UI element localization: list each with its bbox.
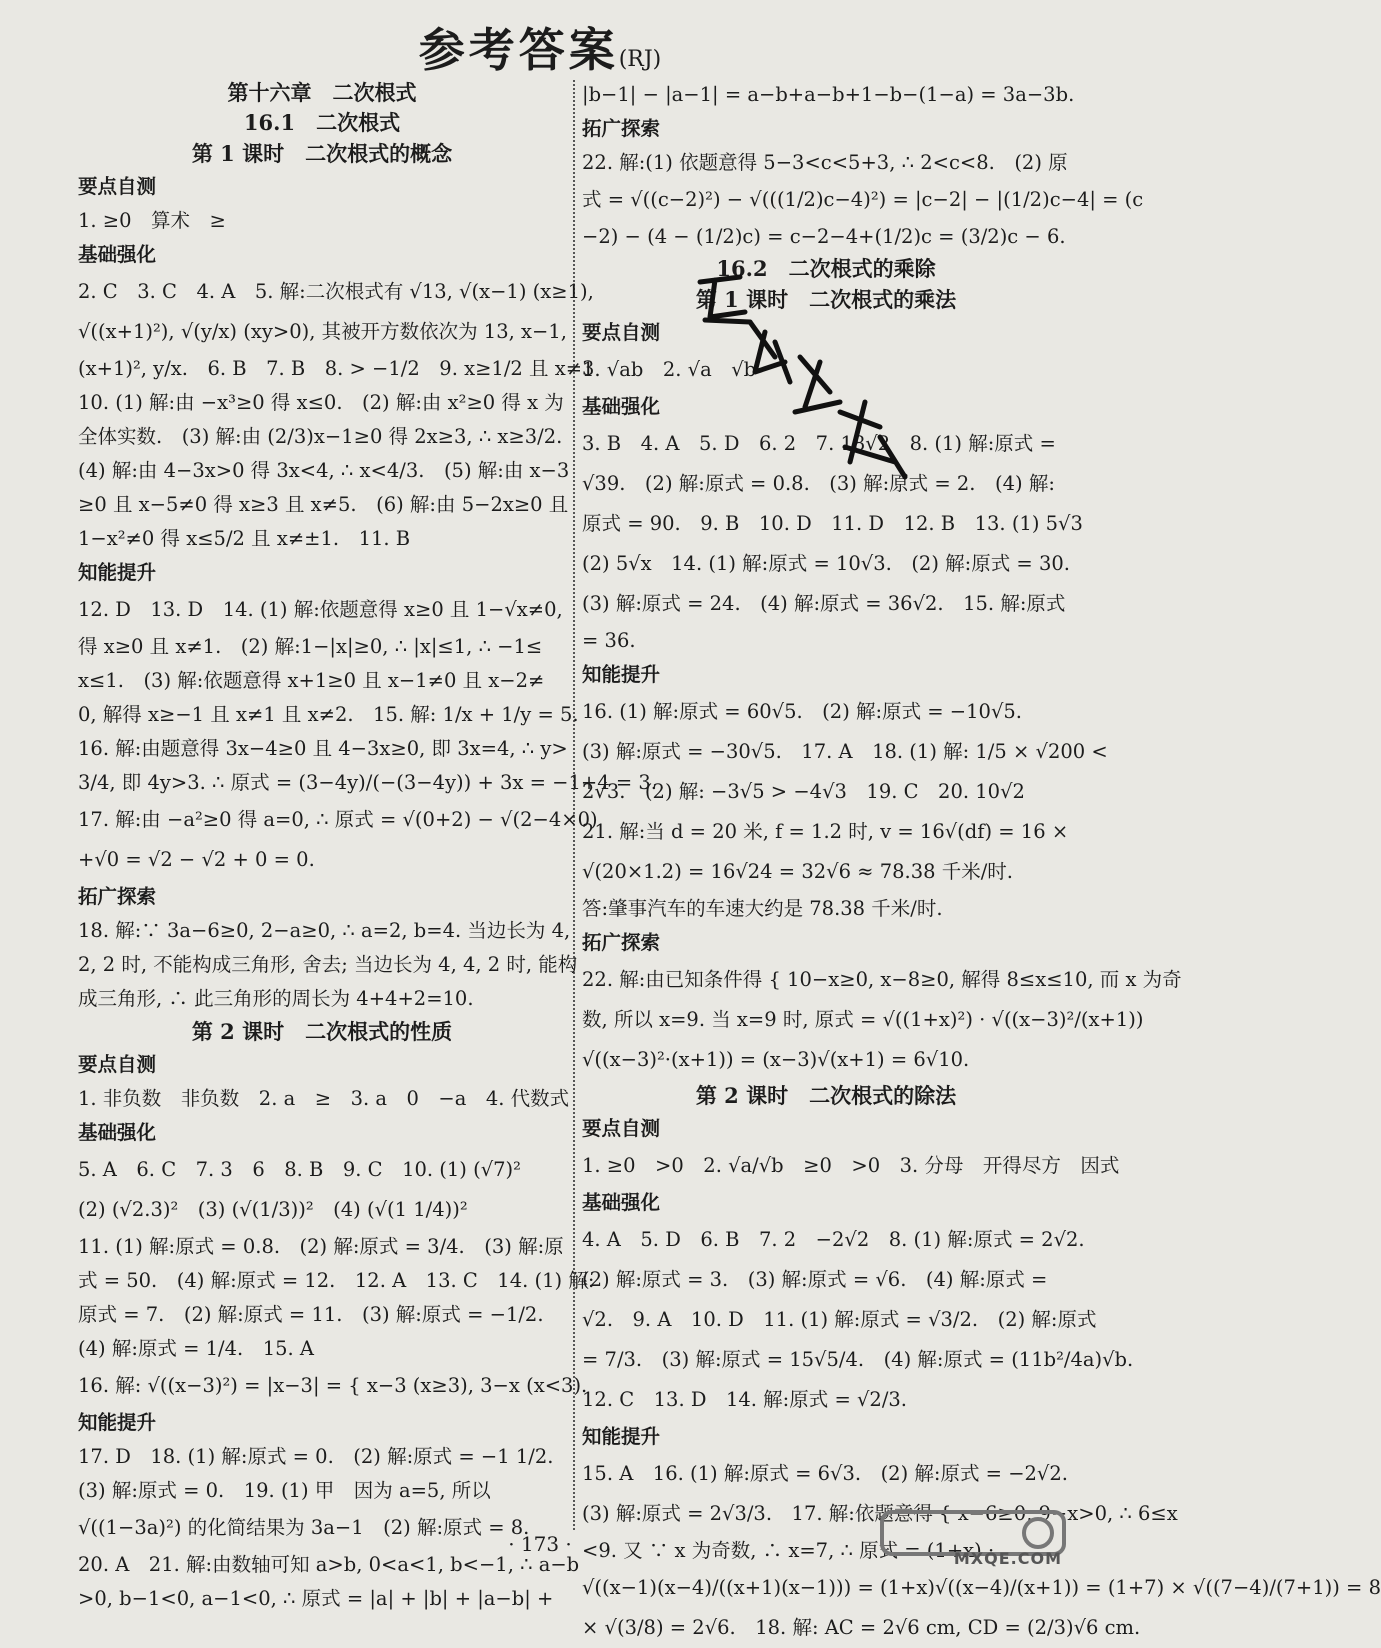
answer-line: 17. 解:由 −a²≥0 得 a=0, ∴ 原式 = √(0+2) − √(2−4×0) <box>78 808 598 831</box>
answer-line: 数, 所以 x=9. 当 x=9 时, 原式 = √((1+x)²) · √((x−3)²/(x+1)) <box>582 1008 1144 1031</box>
answer-block <box>78 1048 595 1616</box>
lesson-heading: 第 1 课时 二次根式的乘法 <box>695 287 957 312</box>
answer-line: (x+1)², y/x. 6. B 7. B 8. > −1/2 9. x≥1/2 且 x≠3 <box>78 357 595 380</box>
answer-line: 12. D 13. D 14. (1) 解:依题意得 x≥0 且 1−√x≠0, <box>78 598 563 621</box>
answer-line: = 7/3. (3) 解:原式 = 15√5/4. (4) 解:原式 = (11b²/4a)√b. <box>582 1348 1134 1371</box>
answer-line: 17. D 18. (1) 解:原式 = 0. (2) 解:原式 = −1 1/2. <box>78 1445 554 1468</box>
answer-line: 1. 非负数 非负数 2. a ≥ 3. a 0 −a 4. 代数式 <box>78 1087 570 1110</box>
answer-line: 2, 2 时, 不能构成三角形, 舍去; 当边长为 4, 4, 2 时, 能构 <box>78 953 578 976</box>
answer-line: −2) − (4 − (1/2)c) = c−2−4+(1/2)c = (3/2)c − 6. <box>582 225 1066 248</box>
answer-line: √2. 9. A 10. D 11. (1) 解:原式 = √3/2. (2) 解:原式 <box>582 1308 1097 1331</box>
answer-line: (4) 解:原式 = 1/4. 15. A <box>78 1337 314 1360</box>
subsection-label: 要点自测 <box>78 175 157 198</box>
answer-block <box>582 78 1144 254</box>
right-column <box>582 78 1381 1648</box>
subsection-label: 基础强化 <box>582 1191 661 1214</box>
answer-line: 式 = √((c−2)²) − √(((1/2)c−4)²) = |c−2| − |(1/2)c−4| = (c <box>582 188 1144 211</box>
page-number: · 173 · <box>508 1532 572 1556</box>
answer-line: (4) 解:由 4−3x>0 得 3x<4, ∴ x<4/3. (5) 解:由 x−3 <box>78 459 570 482</box>
answer-line: <9. 又 ∵ x 为奇数, ∴ x=7, ∴ 原式 = (1+x) · <box>582 1539 995 1562</box>
subsection-label: 知能提升 <box>78 1411 157 1434</box>
answer-line: 全体实数. (3) 解:由 (2/3)x−1≥0 得 2x≥3, ∴ x≥3/2. <box>78 425 563 448</box>
subsection-label: 基础强化 <box>78 1121 157 1144</box>
answer-line: (3) 解:原式 = 24. (4) 解:原式 = 36√2. 15. 解:原式 <box>582 592 1066 615</box>
answer-line: >0, b−1<0, a−1<0, ∴ 原式 = |a| + |b| + |a−b| + <box>78 1587 554 1610</box>
answer-line: 10. (1) 解:由 −x³≥0 得 x≤0. (2) 解:由 x²≥0 得 x 为 <box>78 391 564 414</box>
answer-line: 式 = 50. (4) 解:原式 = 12. 12. A 13. C 14. (1) 解: <box>78 1269 595 1292</box>
answer-line: 22. 解:由已知条件得 { 10−x≥0, x−8≥0, 解得 8≤x≤10, 而 x 为奇 <box>582 968 1182 991</box>
answer-line: (2) 解:原式 = 3. (3) 解:原式 = √6. (4) 解:原式 = <box>582 1268 1048 1291</box>
title-text: 参考答案 <box>418 23 619 77</box>
lesson-heading: 第 2 课时 二次根式的除法 <box>695 1083 957 1108</box>
section-heading: 16.2 二次根式的乘除 <box>716 256 936 281</box>
page-title <box>0 14 1080 80</box>
answer-line: 成三角形, ∴ 此三角形的周长为 4+4+2=10. <box>78 987 474 1010</box>
lesson-heading: 第 2 课时 二次根式的性质 <box>191 1019 453 1044</box>
left-column <box>78 78 657 1616</box>
answer-line: (3) 解:原式 = 0. 19. (1) 甲 因为 a=5, 所以 <box>78 1479 491 1502</box>
subsection-label: 知能提升 <box>78 561 157 584</box>
subsection-label: 拓广探索 <box>582 117 661 140</box>
answer-line: ≥0 且 x−5≠0 得 x≥3 且 x≠5. (6) 解:由 5−2x≥0 且 <box>78 493 569 516</box>
answer-line: × √(3/8) = 2√6. 18. 解: AC = 2√6 cm, CD = (2/3)√6 cm. <box>582 1616 1141 1639</box>
answer-line: 16. 解: √((x−3)²) = |x−3| = { x−3 (x≥3), 3−x (x<3). <box>78 1374 588 1397</box>
answer-line: +√0 = √2 − √2 + 0 = 0. <box>78 848 315 871</box>
answer-line: √((x−1)(x−4)/((x+1)(x−1))) = (1+x)√((x−4)/(x+1)) = (1+7) × √((7−4)/(7+1)) = 8 <box>582 1576 1381 1599</box>
answer-line: x≤1. (3) 解:依题意得 x+1≥0 且 x−1≠0 且 x−2≠ <box>78 669 545 692</box>
answer-line: (2) (√2.3)² (3) (√(1/3))² (4) (√(1 1/4))² <box>78 1198 468 1221</box>
answer-line: 原式 = 90. 9. B 10. D 11. D 12. B 13. (1) 5√3 <box>582 512 1083 535</box>
subsection-label: 基础强化 <box>582 395 661 418</box>
answer-block <box>582 316 1182 1080</box>
answer-line: 18. 解:∵ 3a−6≥0, 2−a≥0, ∴ a=2, b=4. 当边长为 4, <box>78 919 571 942</box>
answer-line: 得 x≥0 且 x≠1. (2) 解:1−|x|≥0, ∴ |x|≤1, ∴ −1≤ <box>78 635 543 658</box>
subsection-label: 要点自测 <box>78 1053 157 1076</box>
answer-line: √((x+1)²), √(y/x) (xy>0), 其被开方数依次为 13, x−1, <box>78 320 567 343</box>
answer-line: 16. 解:由题意得 3x−4≥0 且 4−3x≥0, 即 3x=4, ∴ y> <box>78 737 568 760</box>
answer-line: √((1−3a)²) 的化简结果为 3a−1 (2) 解:原式 = 8. <box>78 1516 530 1539</box>
subsection-label: 要点自测 <box>582 1117 661 1140</box>
section-heading: 16.1 二次根式 <box>243 110 401 135</box>
answer-line: 12. C 13. D 14. 解:原式 = √2/3. <box>582 1388 907 1411</box>
answer-line: 20. A 21. 解:由数轴可知 a>b, 0<a<1, b<−1, ∴ a−b <box>78 1553 580 1576</box>
answer-line: 3. B 4. A 5. D 6. 2 7. 18√2 8. (1) 解:原式 = <box>582 432 1056 455</box>
answer-line: 0, 解得 x≥−1 且 x≠1 且 x≠2. 15. 解: 1/x + 1/y = 5. <box>78 703 579 726</box>
subsection-label: 知能提升 <box>582 663 661 686</box>
answer-line: 1. √ab 2. √a √b <box>582 358 757 381</box>
answer-line: 1. ≥0 >0 2. √a/√b ≥0 >0 3. 分母 开得尽方 因式 <box>582 1154 1120 1177</box>
answer-line: √(20×1.2) = 16√24 = 32√6 ≈ 78.38 千米/时. <box>582 860 1013 883</box>
answer-line: √((x−3)²·(x+1)) = (x−3)√(x+1) = 6√10. <box>582 1048 970 1071</box>
answer-line: |b−1| − |a−1| = a−b+a−b+1−b−(1−a) = 3a−3b. <box>582 83 1075 106</box>
watermark-site: MXQE.COM <box>953 1549 1062 1568</box>
title-suffix: (RJ) <box>618 47 662 72</box>
answer-line: 2. C 3. C 4. A 5. 解:二次根式有 √13, √(x−1) (x≥1), <box>78 280 594 303</box>
answer-line: 11. (1) 解:原式 = 0.8. (2) 解:原式 = 3/4. (3) 解:原 <box>78 1235 564 1258</box>
subsection-label: 要点自测 <box>582 321 661 344</box>
answer-line: 1−x²≠0 得 x≤5/2 且 x≠±1. 11. B <box>78 527 411 550</box>
answer-line: = 36. <box>582 629 636 652</box>
answer-line: (3) 解:原式 = 2√3/3. 17. 解:依题意得 { x−6≥0, 9−x>0, ∴ 6≤x <box>582 1502 1178 1525</box>
answer-line: 5. A 6. C 7. 3 6 8. B 9. C 10. (1) (√7)² <box>78 1158 521 1181</box>
answer-line: 16. (1) 解:原式 = 60√5. (2) 解:原式 = −10√5. <box>582 700 1022 723</box>
answer-line: 15. A 16. (1) 解:原式 = 6√3. (2) 解:原式 = −2√2. <box>582 1462 1068 1485</box>
answer-line: 3/4, 即 4y>3. ∴ 原式 = (3−4y)/(−(3−4y)) + 3x = −1+4 = 3. <box>78 771 657 794</box>
answer-line: (2) 5√x 14. (1) 解:原式 = 10√3. (2) 解:原式 = 30. <box>582 552 1070 575</box>
chapter-heading: 第十六章 二次根式 <box>227 80 417 105</box>
subsection-label: 拓广探索 <box>582 931 661 954</box>
answer-line: 答:肇事汽车的车速大约是 78.38 千米/时. <box>582 897 943 920</box>
answer-line: 2√3. (2) 解: −3√5 > −4√3 19. C 20. 10√2 <box>582 780 1025 803</box>
subsection-label: 拓广探索 <box>78 885 157 908</box>
answer-line: 22. 解:(1) 依题意得 5−3<c<5+3, ∴ 2<c<8. (2) 原 <box>582 151 1068 174</box>
answer-line: 原式 = 7. (2) 解:原式 = 11. (3) 解:原式 = −1/2. <box>78 1303 544 1326</box>
answer-line: 4. A 5. D 6. B 7. 2 −2√2 8. (1) 解:原式 = 2√2. <box>582 1228 1085 1251</box>
answer-line: (3) 解:原式 = −30√5. 17. A 18. (1) 解: 1/5 × √200 < <box>582 740 1108 763</box>
answer-line: 21. 解:当 d = 20 米, f = 1.2 时, v = 16√(df) = 16 × <box>582 820 1069 843</box>
lesson-heading: 第 1 课时 二次根式的概念 <box>191 141 453 166</box>
subsection-label: 基础强化 <box>78 243 157 266</box>
subsection-label: 知能提升 <box>582 1425 661 1448</box>
answer-line: 1. ≥0 算术 ≥ <box>78 209 226 232</box>
answer-line: √39. (2) 解:原式 = 0.8. (3) 解:原式 = 2. (4) 解: <box>582 472 1055 495</box>
